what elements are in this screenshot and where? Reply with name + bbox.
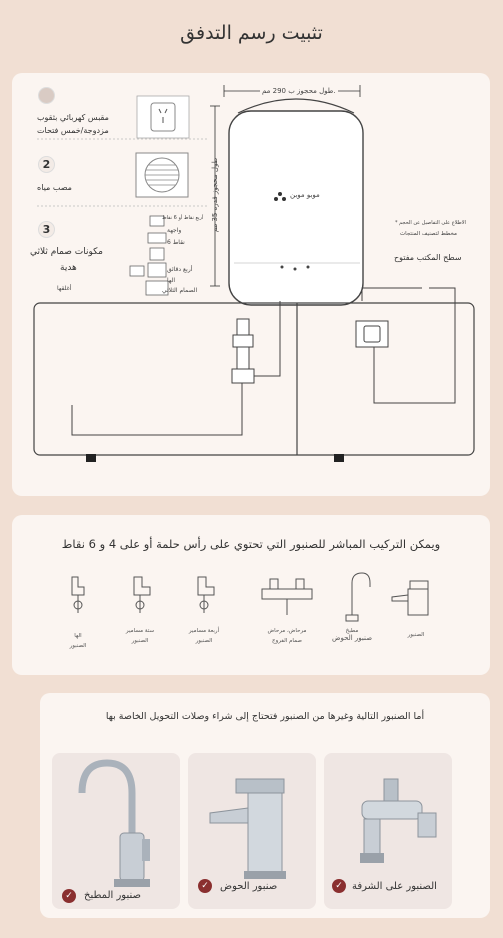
section-2-heading: ويمكن التركيب المباشر للصنبور التي تحتوي على رأس حلمة أو على 4 و 6 نقاط bbox=[61, 537, 441, 551]
tap-label-4-line2: صمام الفروج bbox=[272, 638, 302, 644]
category-note: مخطط لتصنيف المنتجات bbox=[400, 231, 457, 237]
socket-icon bbox=[137, 96, 189, 138]
installation-diagram bbox=[12, 73, 490, 496]
six-point-tap-icon bbox=[134, 577, 150, 613]
size-note: * الاطلاع على التفاصيل عن الحجم bbox=[395, 220, 466, 226]
four-point-tap-icon bbox=[198, 577, 214, 613]
product-card-kitchen[interactable] bbox=[52, 753, 180, 909]
valve-label-3: نقاط 6 bbox=[167, 239, 185, 246]
tap-label-2 bbox=[120, 628, 160, 644]
tap-label-1-line1: الها bbox=[74, 633, 82, 639]
item-number-3: 3 bbox=[38, 221, 55, 238]
tap-label-5-line1: مطبخ bbox=[345, 628, 359, 634]
valve-label-6: الصمام الثلاثي bbox=[162, 287, 198, 294]
toilet-valve-icon bbox=[262, 579, 312, 615]
tap-label-5 bbox=[332, 628, 372, 642]
tap-label-3-line2: الصنبور bbox=[195, 638, 213, 644]
tap-label-2-line1: ستة مسامير bbox=[125, 628, 155, 634]
item-3-label bbox=[30, 247, 103, 273]
tap-label-6 bbox=[396, 628, 436, 638]
item-number-1 bbox=[38, 87, 55, 104]
tap-label-1 bbox=[58, 633, 98, 649]
kitchen-faucet-image bbox=[52, 753, 180, 909]
check-icon: ✓ bbox=[62, 889, 76, 903]
product-label-basin: صنبور الحوض bbox=[220, 881, 278, 892]
item-1-label bbox=[37, 113, 109, 135]
tap-label-1-line2: الصنبور bbox=[69, 643, 87, 649]
product-card-basin[interactable] bbox=[188, 753, 316, 909]
valve-label-5: الها bbox=[167, 277, 176, 284]
tap-label-3 bbox=[184, 628, 224, 644]
item-3-label-line3: أغلقها bbox=[57, 285, 72, 292]
tap-label-5-line2: صنبور الحوض bbox=[332, 634, 373, 642]
three-way-valve-parts-icon bbox=[130, 216, 168, 295]
product-card-balcony[interactable] bbox=[324, 753, 452, 909]
counter-label: سطح المكتب مفتوح bbox=[394, 253, 462, 262]
tap-label-4 bbox=[262, 628, 312, 644]
tap-label-6-line2: الصنبور bbox=[407, 632, 425, 638]
check-icon: ✓ bbox=[198, 879, 212, 893]
tap-label-2-line2: الصنبور bbox=[131, 638, 149, 644]
cabinet-socket-icon bbox=[356, 321, 388, 347]
brand-name: موبو موبن bbox=[290, 191, 320, 199]
product-label-kitchen: صنبور المطبخ bbox=[84, 890, 141, 901]
check-icon: ✓ bbox=[332, 879, 346, 893]
item-1-label-line1: مقبس كهربائي بثقوب bbox=[37, 113, 109, 122]
item-1-label-line2: مزدوجة/خمس فتحات bbox=[37, 126, 109, 135]
taps-row-illustration bbox=[12, 565, 490, 635]
valve-faucet-illustration bbox=[232, 319, 270, 383]
item-2-label: مصب مياه bbox=[37, 183, 72, 192]
valve-label-1: أربع نقاط أو 6 نقاط bbox=[162, 215, 204, 221]
tap-label-3-line1: أربعة مسامير bbox=[188, 628, 220, 634]
water-purifier-illustration bbox=[229, 99, 363, 305]
valve-label-4: أربع دقائق bbox=[167, 266, 193, 273]
tap-label-4-line1: مرحاض، مرحاض bbox=[267, 628, 307, 634]
compatible-taps-card bbox=[12, 515, 490, 675]
section-3-heading: أما الصنبور التالية وغيرها من الصنبور فتحتاج إلى شراء وصلات التحويل الخاصة بها bbox=[105, 711, 425, 722]
basin-faucet-icon bbox=[392, 581, 428, 615]
drain-grill-icon bbox=[136, 153, 188, 197]
nipple-tap-icon bbox=[72, 577, 84, 613]
valve-label-2: واجهة bbox=[167, 227, 182, 234]
item-3-label-line1: مكونات صمام ثلاثي bbox=[30, 247, 103, 257]
item-number-2: 2 bbox=[38, 156, 55, 173]
installation-diagram-card bbox=[12, 73, 490, 496]
item-3-label-line2: هدية bbox=[60, 263, 77, 273]
adapter-taps-card bbox=[40, 693, 490, 918]
page-title: تثبيت رسم التدفق bbox=[180, 22, 323, 44]
height-dimension-label: طول محجوز قدره 35 مم bbox=[211, 157, 219, 233]
kitchen-sink-faucet-icon bbox=[346, 573, 370, 621]
width-dimension-label: طول محجوز ب 290 مم. bbox=[262, 87, 336, 95]
product-label-balcony: الصنبور على الشرفة bbox=[352, 881, 437, 892]
